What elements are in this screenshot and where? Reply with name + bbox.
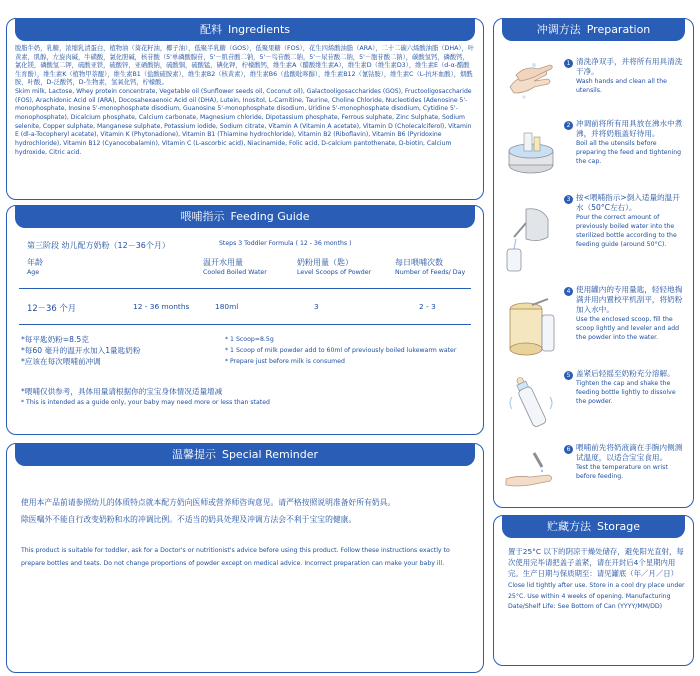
col-feeds-en: Number of Feeds/ Day [395,269,466,276]
storage-panel [493,515,694,666]
storage-text-en: Close lid tightly after use. Store in a cool dry place under 25°C. Use within 4 weeks of opening. Manufacturing Date/Shelf Life: See Bottom of Can (YYYY/MM/DD) [508,582,685,610]
table-row [7,302,483,316]
col-scoops-cn: 奶粉用量（匙） [297,258,353,267]
step-5-cn: 盖紧后轻摇至奶粉充分溶解。 [576,369,675,378]
feeding-guide-panel [6,205,484,435]
step-6-number: 6 [564,445,573,454]
step-4-cn: 使用罐内的专用量匙，轻轻地掏满并用内置校平机刮平，将奶粉加入水中。 [576,285,683,314]
wrist-test-icon [504,449,558,495]
prep-step-5 [494,369,693,439]
prep-header [502,19,685,41]
row-water: 180ml [215,302,239,311]
note-cn-2: *每60 毫升的温开水加入1量匙奶粉 [21,346,141,355]
reminder-title-cn: 温馨提示 [171,448,216,461]
prep-title-cn: 冲调方法 [536,23,581,36]
step-5-number: 5 [564,371,573,380]
stage-title-cn: 第三阶段 幼儿配方奶粉（12－36个月） [27,241,170,250]
boiling-pot-icon [504,127,558,177]
kettle-pouring-icon [504,203,558,273]
hands-washing-icon [504,57,558,105]
col-age-cn: 年龄 [27,258,43,267]
guide-note-en: * This is intended as a guide only, your baby may need more or less than stated [21,399,270,406]
prep-step-1 [494,57,693,115]
feeding-header [15,206,475,228]
feeding-table-header [7,258,483,286]
ingredients-text-cn: 脱脂牛奶，乳糖，浓缩乳清蛋白，植物油（葵花籽油，椰子油），低聚半乳糖（GOS），低聚果糖（FOS），花生四烯酸油脂（ARA），二十二碳六烯酸油脂（DHA），叶黄素，肌醇，左旋肉碱，牛磺酸，氯化胆碱，核苷酸（5'单磷酸腺苷，5'－肌苷酸二钠，5'－鸟苷酸二钠，5'－尿苷酸二钠，5'－胞苷酸二钠），碳酸氢钙，磷酸钙，氯化镁，磷酸氢二钾，硫酸亚铁，硫酸锌，亚硒酸钠，硫酸铜，硫酸锰，碘化钾，柠檬酸钙，维生素A（醋酸维生素A），维生素D（维生素D3），维生素E（d-α-醋酸生育酚），维生素K（植物甲萘醌），维生素B1（盐酸硫胺素），维生素B2（核黄素），维生素B6（盐酸吡哆醇），维生素B12（氰钴胺），维生素C（L-抗坏血酸），烟酰胺，叶酸，D-泛酸钙，D-生物素，氢氧化钙，柠檬酸。 [15,45,475,87]
ingredients-title-cn: 配料 [199,23,222,36]
shake-bottle-icon [504,373,558,435]
row-feeds: 2 - 3 [419,302,436,311]
prep-step-6 [494,443,693,505]
reminder-title-en: Special Reminder [221,448,319,461]
feeding-title-cn: 喂哺指示 [180,210,225,223]
ingredients-title-en: Ingredients [227,23,291,36]
step-2-en: Boil all the utensils before preparing the feed and tightening the cap. [576,140,682,165]
step-1-cn: 清洗净双手，并将所有用具清洗干净。 [576,57,683,76]
reminder-text-en: This product is suitable for toddler, ask for a Doctor's or nutritionist's advice before using this product. Follow these instructions exactly to prepare bottles and teats. Do not change proportions of powder except on medical advice. Incorrect preparation can make your baby ill. [21,547,450,567]
note-en-1: * 1 Scoop=8.5g [225,336,274,343]
guide-note [21,386,473,408]
step-6-cn: 喂哺前先将奶液滴在手腕内侧测试温度，以适合宝宝食用。 [576,443,683,462]
ingredients-panel [6,18,484,200]
stage-title-en: Steps 3 Toddler Formula ( 12 - 36 months ) [219,240,352,247]
scoop-powder-icon [504,293,558,359]
step-4-number: 4 [564,287,573,296]
storage-title-cn: 贮藏方法 [546,520,591,533]
step-1-en: Wash hands and clean all the utensils. [576,78,667,94]
feeding-title-en: Feeding Guide [230,210,310,223]
reminder-header [15,444,475,466]
ingredients-text-en: Skim milk, Lactose, Whey protein concentrate, Vegetable oil (Sunflower seeds oil, Coconut oil), Galactooligosaccharides (GOS), Fructooligosaccharide (FOS), Arachidonic Acid oil (ARA), Docosahexaenoic Acid oil (DHA), Lutein, Inositol, L-Carnitine, Taurine, Choline Chloride, Nucleotides (Adenosine 5'-monophosphate, Inosine 5'-monophosphate disodium, Guanosine 5'-monophosphate disodium, Uridine 5'-monophosphate disodium, Cytidine 5'-monophosphate), Dicalcium phosphate, Calcium carbonate, Magnesium chloride, Dipotassium phosphate, Ferrous sulphate, Zinc Sulphate, Sodium selenite, Copper sulphate, Manganese sulphate, Potassium iodide, Sodium citrate, Vitamin A (Vitamin A acetate), Vitamin D (Cholecalciferol), Vitamin E (dl-a-Tocopheryl acetate), Vitamin K (Phytonadione), Vitamin B1 (Thiamine hydrochloride), Vitamin B2 (Riboflavin), Vitamin B6 (Pyridoxine hydrochloride), Vitamin B12 (Cyanocobalamin), Vitamin C (L-ascorbic acid), Niacinamide, Folic acid, D-calcium pantothenate, D-biotin, Calcium hydroxide, Citric acid. [15,87,472,156]
prep-title-en: Preparation [586,23,651,36]
reminder-text-cn-1: 使用本产品前请参照幼儿的体质特点就本配方奶向医师或营养师咨询意见。请严格按照说明准备好所有奶具。 [21,498,396,507]
step-3-en: Pour the correct amount of previously boiled water into the sterilized bottle according to the feeding guide (around 50°C). [576,214,677,248]
step-3-number: 3 [564,195,573,204]
prep-step-3 [494,193,693,283]
step-1-number: 1 [564,59,573,68]
prep-step-2 [494,119,693,189]
row-age-cn: 12－36 个月 [27,303,77,313]
col-feeds-cn: 每日喂哺次数 [395,258,443,267]
note-cn-3: *应该在每次喂哺前冲调 [21,357,101,366]
row-age-en: 12 - 36 months [133,302,190,311]
storage-header [502,516,685,538]
col-water-en: Cooled Boiled Water [203,269,267,276]
guide-note-cn: *喂哺仅供参考，具体用量请根据你的宝宝身体情况适量增减 [21,387,223,396]
col-scoops-en: Level Scoops of Powder [297,269,372,276]
col-water-cn: 温开水用量 [203,258,243,267]
storage-text-cn: 置于25°C 以下的阴凉干燥处储存，避免阳光直射，每次使用完毕请把盖子盖紧，请在开封后4个星期内用完。生产日期与保质期至：请见罐底（年／月／日） [508,547,684,578]
ingredients-header [15,19,475,41]
notes-en [225,334,456,367]
note-cn-1: *每平匙奶粉=8.5克 [21,335,89,344]
col-age-en: Age [27,269,40,276]
note-en-2: * 1 Scoop of milk powder add to 60ml of previously boiled lukewarm water [225,347,457,354]
row-scoops: 3 [314,302,319,311]
prep-step-4 [494,285,693,365]
step-4-en: Use the enclosed scoop, fill the scoop lightly and leveler and add the powder into the water. [576,316,680,341]
step-2-cn: 冲调前将所有用具放在沸水中煮沸，并将奶瓶盖好待用。 [576,119,683,138]
table-divider-top [19,288,471,289]
preparation-panel [493,18,694,508]
storage-title-en: Storage [596,520,641,533]
table-divider-bottom [19,324,471,325]
step-5-en: Tighten the cap and shake the feeding bottle lightly to dissolve the powder. [576,380,676,405]
reminder-text-cn-2: 除医嘱外不能自行改变奶粉和水的冲调比例。不适当的奶具处理及冲调方法会不利于宝宝的健康。 [21,515,357,524]
step-3-cn: 按<喂哺指示>倒入适量的温开水（50°C左右）。 [576,193,680,212]
special-reminder-panel [6,443,484,673]
note-en-3: * Prepare just before milk is consumed [225,358,345,365]
step-6-en: Test the temperature on wrist before feeding. [576,464,668,480]
step-2-number: 2 [564,121,573,130]
notes-cn [21,334,140,367]
